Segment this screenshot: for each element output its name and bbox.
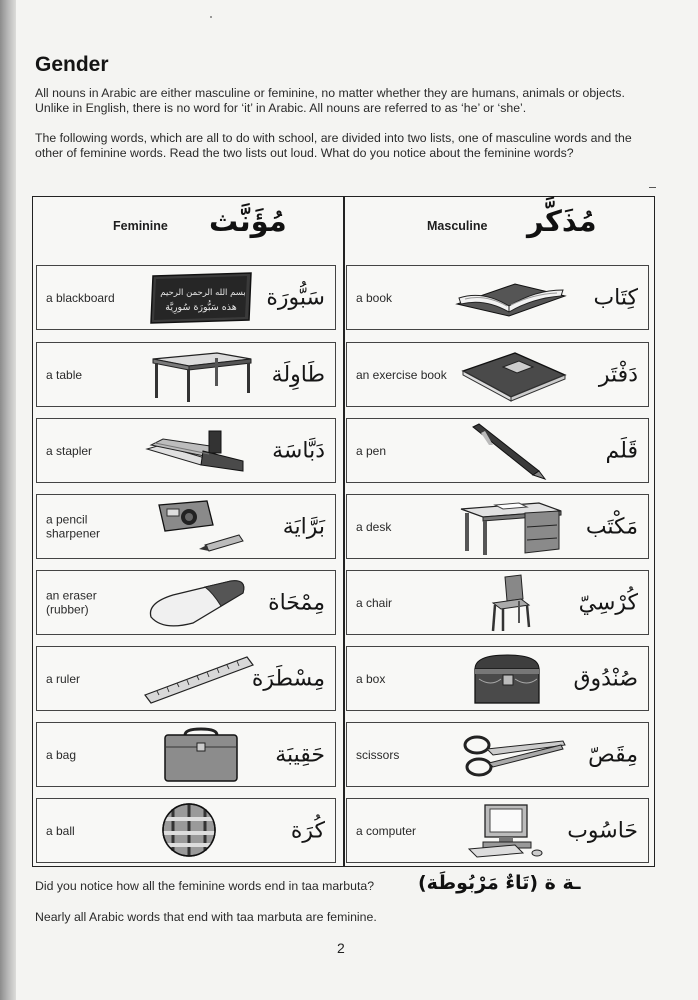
feminine-item-table [36,342,336,407]
masculine-item-pen [346,418,649,483]
feminine-item-eraser [36,570,336,635]
masculine-item-book [346,265,649,330]
item-english: a box [356,671,386,686]
masculine-item-box [346,646,649,711]
board-line-1: بسم الله الرحمن الرحيم [160,288,246,298]
masculine-item-chair [346,570,649,635]
item-english: a computer [356,823,417,838]
item-english: a chair [356,595,393,610]
masculine-label: Masculine [427,219,488,233]
page-title: Gender [35,53,109,76]
item-arabic: كُرَة [290,818,325,843]
page-number: 2 [337,940,345,956]
taa-marbuta-question: Did you notice how all the feminine words end in taa marbuta? [35,879,375,893]
item-arabic: مِقَصّ [588,742,638,767]
item-arabic: دَبَّاسَة [272,438,325,463]
masculine-item-exercise-book [346,342,649,407]
item-arabic: مِسْطَرَة [251,666,325,691]
bag-picture [143,725,257,784]
item-arabic: مِمْحَاة [268,590,325,615]
feminine-item-stapler [36,418,336,483]
item-arabic: طَاوِلَة [271,362,325,387]
masculine-arabic-label: مُذَكَّر [527,204,597,238]
exercise-book-picture [453,345,567,404]
chair-picture [453,573,567,632]
item-english: a desk [356,519,392,534]
taa-marbuta-arabic: ـة ة (تَاءٌ مَرْبُوطَة) [418,872,581,894]
book-spine-shadow [0,0,16,1000]
feminine-item-ruler [36,646,336,711]
item-arabic: دَفْتَر [598,362,638,387]
pen-picture [453,421,567,480]
book-picture [453,268,567,327]
item-arabic: كُرْسِيّ [578,590,638,615]
item-english: a stapler [46,443,93,458]
column-divider [343,197,345,866]
item-arabic: بَرَّايَة [282,514,325,539]
box-picture [453,649,567,708]
item-arabic: سَبُّورَة [266,285,325,310]
computer-picture [453,801,567,860]
intro-paragraph: All nouns in Arabic are either masculine or feminine, no matter whether they are humans, animals or objects. Unlike in English, there is no word for ‘it’ in Arabic. All nouns are referred to as ‘he’ or ‘she’. [35,86,625,116]
stapler-picture [143,421,257,480]
pencil-sharpener-picture [143,497,257,556]
item-english: a pencil sharpener [46,512,101,541]
ball-picture [143,801,257,860]
masculine-item-computer [346,798,649,863]
instructions-paragraph: The following words, which are all to do with school, are divided into two lists, one of masculine words and the other of feminine words. Read the two lists out loud. What do you notice about the feminine words? [35,131,632,161]
feminine-item-ball [36,798,336,863]
item-arabic: صُنْدُوق [573,666,638,691]
item-arabic: مَكْتَب [585,514,638,539]
masculine-item-scissors [346,722,649,787]
blackboard-picture [143,268,257,327]
table-picture [143,345,257,404]
item-english: scissors [356,747,400,762]
item-arabic: حَاسُوب [567,818,638,843]
desk-picture [453,497,567,556]
item-arabic: كِتَاب [593,285,638,310]
feminine-column-header [33,197,341,257]
masculine-column-header [345,197,653,257]
item-english: a table [46,367,83,382]
feminine-item-pencil-sharpener [36,494,336,559]
item-arabic: قَلَم [605,438,638,463]
eraser-picture [143,573,257,632]
scissors-picture [453,725,567,784]
item-english: a bag [46,747,77,762]
item-arabic: حَقِيبَة [275,742,325,767]
feminine-arabic-label: مُؤَنَّث [209,204,287,238]
item-english: a book [356,290,393,305]
feminine-label: Feminine [113,219,168,233]
item-english: a ball [46,823,75,838]
taa-marbuta-note: Nearly all Arabic words that end with taa marbuta are feminine. [35,910,377,924]
item-english: a blackboard [46,290,115,305]
item-english: an exercise book [356,367,447,382]
item-english: a pen [356,443,387,458]
masculine-item-desk [346,494,649,559]
item-english: a ruler [46,671,81,686]
item-english: an eraser (rubber) [46,588,97,617]
feminine-item-blackboard [36,265,336,330]
feminine-item-bag [36,722,336,787]
board-line-2: هذه سَبُّورَة سُورِيَّة [165,302,237,313]
ruler-picture [143,649,257,708]
paper-speck [210,16,212,18]
margin-mark [649,187,656,188]
